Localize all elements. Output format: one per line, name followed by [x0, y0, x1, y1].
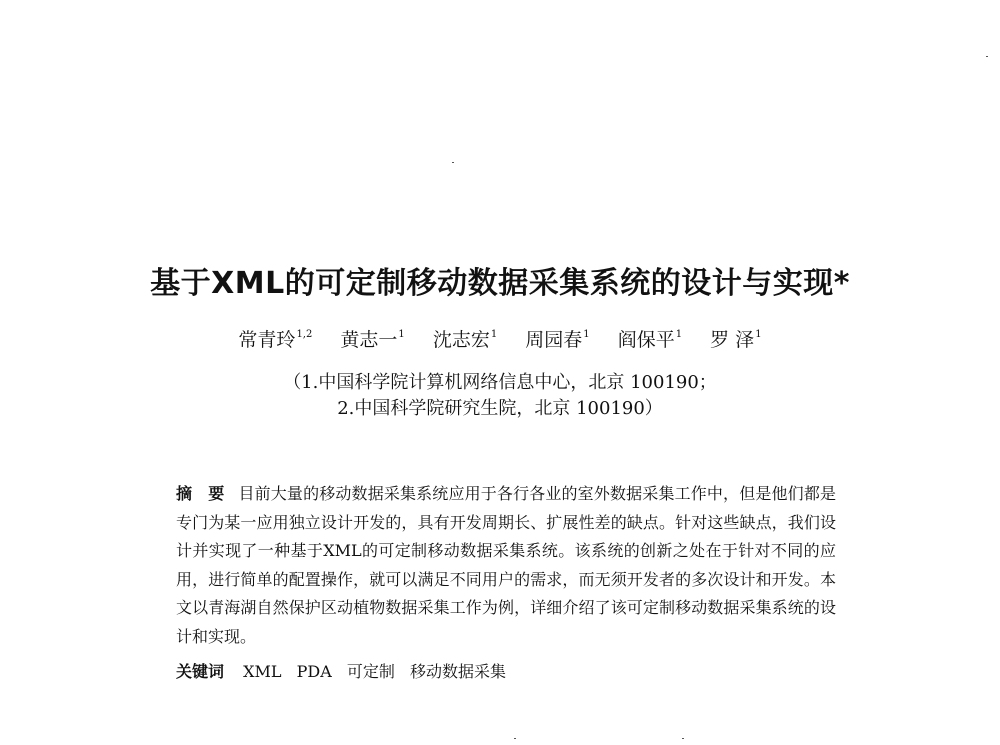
author [618, 325, 682, 352]
author [433, 325, 497, 352]
author [710, 325, 761, 352]
author-affiliation-mark: 1 [490, 329, 498, 340]
author-affiliation-mark: 1 [398, 329, 405, 340]
author-name: 黄志一 [340, 329, 398, 351]
scan-speck [682, 738, 684, 739]
affiliations [0, 370, 1000, 422]
keyword: PDA [296, 662, 332, 681]
author-affiliation-mark: 1,2 [296, 329, 313, 340]
author [525, 325, 589, 352]
keyword: XML [243, 662, 282, 681]
author-name: 沈志宏 [432, 329, 490, 351]
keywords-label: 关键词 [176, 662, 225, 681]
author-affiliation-mark: 1 [675, 329, 683, 340]
abstract [176, 480, 836, 652]
abstract-text: 目前大量的移动数据采集系统应用于各行各业的室外数据采集工作中，但是他们都是专门为某一应用独立设计开发的，具有开发周期长、扩展性差的缺点。针对这些缺点，我们设计并实现了一种基于XML的可定制移动数据采集系统。该系统的创新之处在于针对不同的应用，进行简单的配置操作，就可以满足不同用户的需求，而无须开发者的多次设计和开发。本文以青海湖自然保护区动植物数据采集工作为例，详细介绍了该可定制移动数据采集系统的设计和实现。 [176, 484, 836, 646]
author-affiliation-mark: 1 [755, 329, 762, 340]
scan-speck [514, 738, 516, 739]
paper-title: 基于XML的可定制移动数据采集系统的设计与实现* [150, 266, 850, 301]
affiliation-line: 2.中国科学院研究生院，北京 100190） [337, 398, 663, 419]
abstract-label: 摘 要 [176, 484, 225, 503]
scan-speck [452, 162, 454, 163]
keyword: 可定制 [346, 662, 395, 681]
scan-speck [986, 56, 988, 57]
author-name: 常青玲 [238, 329, 296, 351]
author-list [0, 325, 1000, 352]
keyword: 移动数据采集 [409, 662, 506, 681]
author-name: 阎保平 [617, 329, 675, 351]
author-name: 周园春 [525, 329, 583, 351]
keywords [176, 660, 836, 684]
author-affiliation-mark: 1 [583, 329, 590, 340]
affiliation-line: （1.中国科学院计算机网络信息中心，北京 100190； [283, 372, 717, 393]
author [340, 325, 404, 352]
author [238, 325, 312, 352]
author-name: 罗 泽 [710, 329, 755, 351]
